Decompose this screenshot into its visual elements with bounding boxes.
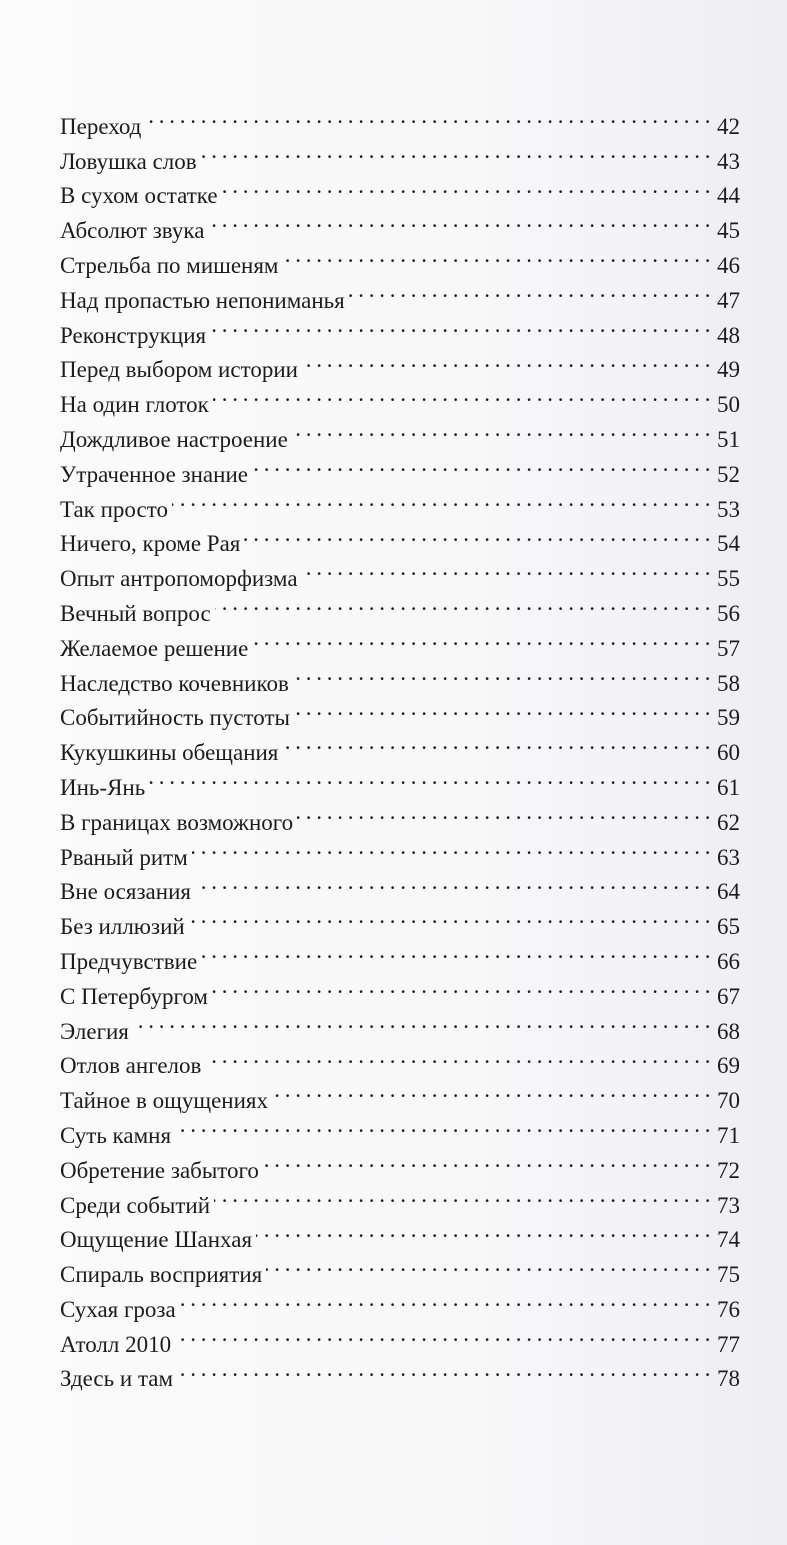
toc-entry-title: Сухая гроза — [60, 1296, 176, 1322]
dot-leader — [294, 691, 710, 726]
toc-entry-page-number: 74 — [717, 1227, 740, 1253]
toc-entry-page-number: 55 — [717, 566, 740, 592]
toc-entry-page-number: 54 — [717, 531, 740, 557]
toc-entry-title: Отлов ангелов — [60, 1053, 202, 1079]
toc-entry-page-number: 61 — [717, 774, 740, 800]
dot-leader — [222, 169, 710, 204]
toc-entry-page-number: 50 — [717, 392, 740, 418]
toc-entry-title: Наследство кочевников — [60, 670, 289, 696]
toc-entry-page-number: 65 — [717, 914, 740, 940]
toc-entry-page-number: 56 — [717, 600, 740, 626]
toc-entry-page-number: 75 — [717, 1262, 740, 1288]
toc-entry-title: Опыт антропоморфизма — [60, 566, 298, 592]
toc-entry-title: С Петербургом — [60, 983, 208, 1009]
dot-leader — [201, 934, 710, 969]
dot-leader — [212, 969, 710, 1004]
dot-leader — [208, 203, 710, 238]
toc-entry-page-number: 76 — [717, 1296, 740, 1322]
toc-entry-title: Утраченное знание — [60, 461, 248, 487]
toc-entry-title: Элегия — [60, 1018, 129, 1044]
toc-entry-title: На один глоток — [60, 392, 209, 418]
toc-entry-title: Кукушкины обещания — [60, 740, 279, 766]
dot-leader — [189, 899, 710, 934]
toc-entry-page-number: 69 — [717, 1053, 740, 1079]
dot-leader — [263, 1143, 710, 1178]
dot-leader — [292, 412, 710, 447]
toc-entry-page-number: 70 — [717, 1088, 740, 1114]
toc-entry-title: Суть камня — [60, 1122, 172, 1148]
toc-entry-page-number: 46 — [717, 252, 740, 278]
toc-entry-page-number: 44 — [717, 183, 740, 209]
toc-entry-title: Среди событий — [60, 1192, 211, 1218]
dot-leader — [133, 1004, 710, 1039]
toc-entry-title: Обретение забытого — [60, 1157, 259, 1183]
dot-leader — [302, 551, 710, 586]
dot-leader — [145, 99, 710, 134]
dot-leader — [149, 760, 710, 795]
toc-entry-page-number: 77 — [717, 1331, 740, 1357]
dot-leader — [293, 656, 710, 691]
toc-entry — [60, 99, 740, 139]
toc-entry-title: Желаемое решение — [60, 635, 249, 661]
toc-entry — [60, 1004, 740, 1044]
toc-entry-title: Вне осязания — [60, 879, 191, 905]
dot-leader — [175, 1108, 710, 1143]
toc-entry-page-number: 67 — [717, 983, 740, 1009]
toc-entry-title: Инь-Янь — [60, 774, 146, 800]
dot-leader — [213, 377, 710, 412]
toc-entry-page-number: 43 — [717, 148, 740, 174]
toc-entry-title: Вечный вопрос — [60, 600, 211, 626]
toc-entry-page-number: 58 — [717, 670, 740, 696]
toc-entry-title: Ощущение Шанхая — [60, 1227, 253, 1253]
dot-leader — [201, 134, 710, 169]
toc-entry-page-number: 47 — [717, 287, 740, 313]
toc-entry-page-number: 57 — [717, 635, 740, 661]
toc-entry-title: Предчувствие — [60, 948, 198, 974]
dot-leader — [205, 1039, 710, 1074]
toc-entry-title: Рваный ритм — [60, 844, 188, 870]
dot-leader — [210, 308, 710, 343]
dot-leader — [252, 447, 710, 482]
toc-entry-page-number: 45 — [717, 218, 740, 244]
toc-entry-page-number: 68 — [717, 1018, 740, 1044]
toc-entry-title: В сухом остатке — [60, 183, 218, 209]
toc-entry — [60, 760, 740, 800]
dot-leader — [272, 1073, 710, 1108]
toc-entry-title: Здесь и там — [60, 1366, 174, 1392]
dot-leader — [215, 586, 710, 621]
toc-entry-page-number: 48 — [717, 322, 740, 348]
toc-entry-page-number: 63 — [717, 844, 740, 870]
toc-entry-page-number: 60 — [717, 740, 740, 766]
toc-entry-title: Событийность пустоты — [60, 705, 291, 731]
toc-entry-page-number: 51 — [717, 426, 740, 452]
dot-leader — [282, 725, 710, 760]
dot-leader — [177, 1352, 710, 1387]
toc-entry-page-number: 78 — [717, 1366, 740, 1392]
toc-entry-title: Над пропастью непониманья — [60, 287, 345, 313]
table-of-contents — [60, 99, 740, 1392]
toc-entry-title: Тайное в ощущениях — [60, 1088, 268, 1114]
dot-leader — [180, 1282, 710, 1317]
toc-entry-page-number: 53 — [717, 496, 740, 522]
dot-leader — [172, 482, 710, 517]
dot-leader — [252, 621, 710, 656]
toc-entry-page-number: 73 — [717, 1192, 740, 1218]
toc-entry-page-number: 52 — [717, 461, 740, 487]
toc-entry-title: Ничего, кроме Рая — [60, 531, 241, 557]
toc-entry-page-number: 49 — [717, 357, 740, 383]
toc-entry-title: Абсолют звука — [60, 218, 205, 244]
dot-leader — [192, 830, 710, 865]
toc-entry-title: В границах возможного — [60, 809, 294, 835]
toc-entry-title: Перед выбором истории — [60, 357, 298, 383]
toc-entry-page-number: 64 — [717, 879, 740, 905]
toc-entry — [60, 795, 740, 835]
toc-entry-page-number: 62 — [717, 809, 740, 835]
toc-entry-page-number: 71 — [717, 1122, 740, 1148]
toc-entry-page-number: 59 — [717, 705, 740, 731]
dot-leader — [297, 795, 710, 830]
dot-leader — [302, 343, 710, 378]
dot-leader — [175, 1317, 710, 1352]
toc-entry-title: Без иллюзий — [60, 914, 185, 940]
dot-leader — [349, 273, 710, 308]
toc-entry-title: Стрельба по мишеням — [60, 252, 279, 278]
toc-entry-page-number: 72 — [717, 1157, 740, 1183]
toc-entry-title: Реконструкция — [60, 322, 207, 348]
toc-entry-title: Так просто — [60, 496, 168, 522]
dot-leader — [214, 1178, 710, 1213]
toc-entry — [60, 134, 740, 174]
dot-leader — [266, 1247, 710, 1282]
toc-entry-page-number: 42 — [717, 113, 740, 139]
toc-entry — [60, 1039, 740, 1079]
toc-entry-page-number: 66 — [717, 948, 740, 974]
toc-entry-title: Атолл 2010 — [60, 1331, 172, 1357]
dot-leader — [283, 238, 711, 273]
toc-entry-title: Спираль восприятия — [60, 1262, 263, 1288]
toc-entry-title: Ловушка слов — [60, 148, 197, 174]
dot-leader — [195, 865, 710, 900]
dot-leader — [256, 1213, 710, 1248]
toc-entry-title: Дождливое настроение — [60, 426, 288, 452]
toc-entry-title: Переход — [60, 113, 142, 139]
dot-leader — [244, 517, 710, 552]
